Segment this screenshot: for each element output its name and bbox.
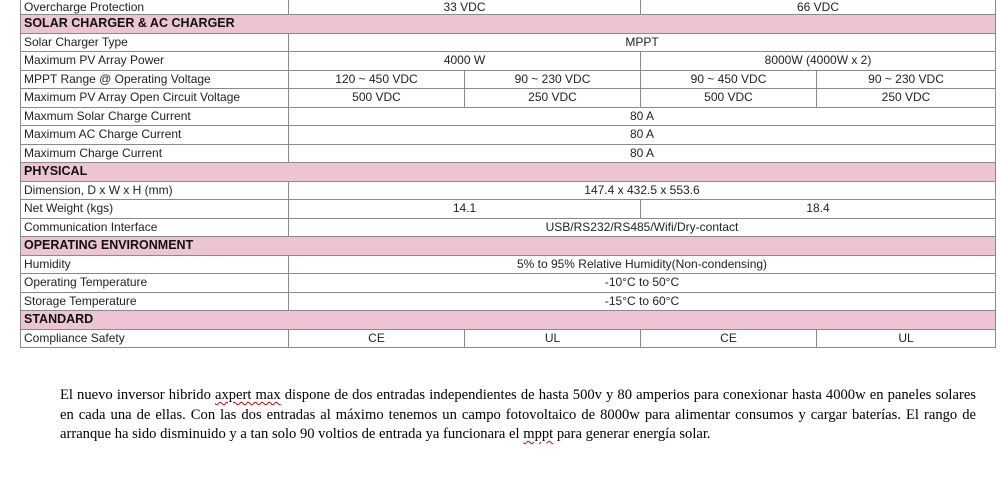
cell-value: 33 VDC [289, 0, 641, 15]
cell-value: 66 VDC [641, 0, 996, 15]
cell-value: -10°C to 50°C [289, 274, 996, 293]
cell-value: UL [465, 329, 641, 348]
cell-value: 90 ~ 230 VDC [465, 70, 641, 89]
row-compliance [21, 329, 996, 348]
row-label: Storage Temperature [21, 292, 289, 311]
cell-value: 250 VDC [465, 89, 641, 108]
cell-value: 8000W (4000W x 2) [641, 52, 996, 71]
spec-table [20, 0, 996, 348]
cell-value: 18.4 [641, 200, 996, 219]
cell-value: 500 VDC [641, 89, 817, 108]
section-header-environment [21, 237, 996, 256]
row-open-circuit [21, 89, 996, 108]
row-label: Maximum PV Array Open Circuit Voltage [21, 89, 289, 108]
section-header-standard [21, 311, 996, 330]
row-label: Dimension, D x W x H (mm) [21, 181, 289, 200]
cell-value: 80 A [289, 126, 996, 145]
cell-value: USB/RS232/RS485/Wifi/Dry-contact [289, 218, 996, 237]
row-label: Maximum PV Array Power [21, 52, 289, 71]
section-title: STANDARD [21, 311, 996, 330]
cell-value: 120 ~ 450 VDC [289, 70, 465, 89]
row-ac-current [21, 126, 996, 145]
row-overcharge [21, 0, 996, 15]
row-label: Operating Temperature [21, 274, 289, 293]
description-paragraph [60, 386, 976, 445]
row-storage-temp [21, 292, 996, 311]
row-dimension [21, 181, 996, 200]
cell-value: 500 VDC [289, 89, 465, 108]
cell-value: 14.1 [289, 200, 641, 219]
section-title: SOLAR CHARGER & AC CHARGER [21, 15, 996, 34]
cell-value: -15°C to 60°C [289, 292, 996, 311]
row-label: Solar Charger Type [21, 33, 289, 52]
cell-value: 90 ~ 230 VDC [817, 70, 996, 89]
cell-value: UL [817, 329, 996, 348]
row-label: Maxmum Solar Charge Current [21, 107, 289, 126]
paragraph-text-spellcheck: mppt [523, 426, 554, 442]
row-label: Communication Interface [21, 218, 289, 237]
row-label: MPPT Range @ Operating Voltage [21, 70, 289, 89]
row-label: Humidity [21, 255, 289, 274]
section-title: PHYSICAL [21, 163, 996, 182]
row-op-temp [21, 274, 996, 293]
cell-value: 90 ~ 450 VDC [641, 70, 817, 89]
row-label: Net Weight (kgs) [21, 200, 289, 219]
row-label: Maximum AC Charge Current [21, 126, 289, 145]
row-comm [21, 218, 996, 237]
row-solar-current [21, 107, 996, 126]
cell-value: CE [289, 329, 465, 348]
paragraph-text-spellcheck: axpert max [214, 387, 281, 403]
row-label: Overcharge Protection [21, 0, 289, 15]
row-label: Maximum Charge Current [21, 144, 289, 163]
paragraph-text: dispone de dos entradas independientes de hasta 500v y 80 amperios para conexionar hasta 4000w en paneles solares en cada una de ellas. Con las dos entradas al máximo tenemos un campo fotovoltaico de 8000w para alimentar consumos y cargar baterías. El rango de arranque ha sido disminuido y a tan solo 90 voltios de entrada ya funcionara el [60, 387, 976, 442]
cell-value: CE [641, 329, 817, 348]
row-label: Compliance Safety [21, 329, 289, 348]
cell-value: 5% to 95% Relative Humidity(Non-condensing) [289, 255, 996, 274]
cell-value: 4000 W [289, 52, 641, 71]
section-title: OPERATING ENVIRONMENT [21, 237, 996, 256]
row-weight [21, 200, 996, 219]
row-solar-type [21, 33, 996, 52]
row-pv-power [21, 52, 996, 71]
row-mppt-range [21, 70, 996, 89]
row-humidity [21, 255, 996, 274]
paragraph-text: El nuevo inversor hibrido [60, 387, 215, 403]
cell-value: MPPT [289, 33, 996, 52]
cell-value: 80 A [289, 144, 996, 163]
row-charge-current [21, 144, 996, 163]
cell-value: 80 A [289, 107, 996, 126]
section-header-physical [21, 163, 996, 182]
cell-value: 250 VDC [817, 89, 996, 108]
section-header-solar [21, 15, 996, 34]
paragraph-text: para generar energía solar. [553, 426, 711, 442]
cell-value: 147.4 x 432.5 x 553.6 [289, 181, 996, 200]
